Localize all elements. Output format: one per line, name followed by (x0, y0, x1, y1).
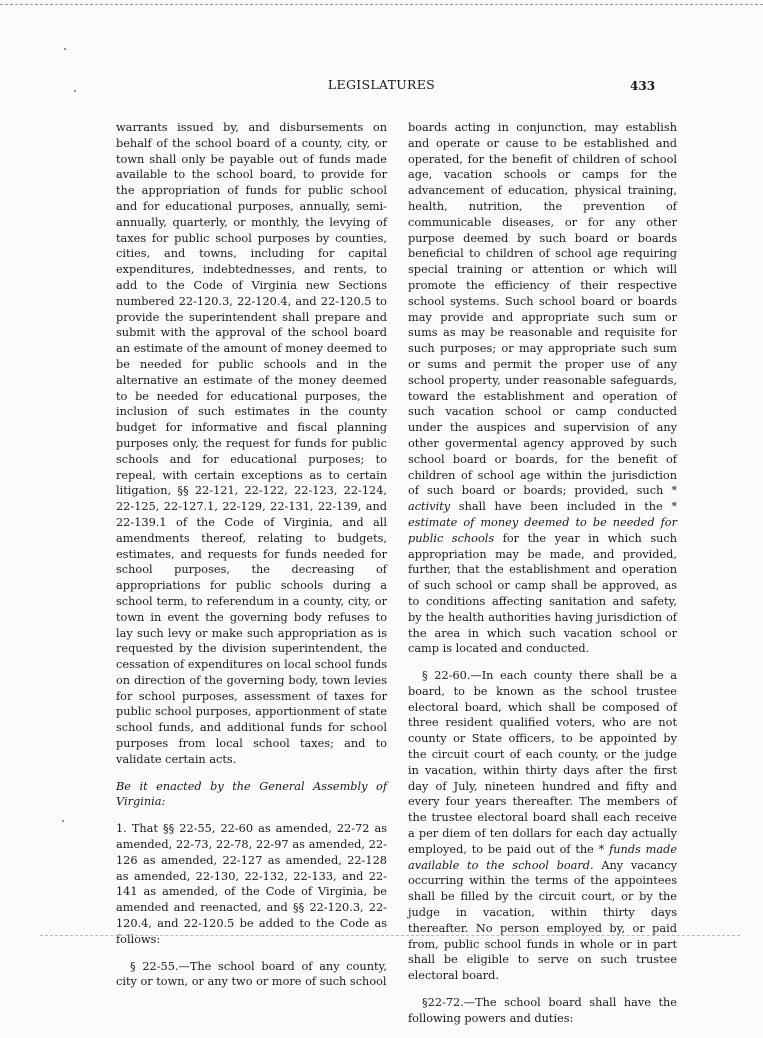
section-22-55-start: § 22-55.—The school board of any county, city or town, or any two or more of such school (116, 959, 387, 989)
title-continuation-paragraph: warrants issued by, and disbursements on behalf of the school board of a county, city, or town shall only be payable out of funds made available to the school board, to provide for the appropriation of funds for public school and for educational purposes, annually, semi-annually, quarterly, or monthly, the levying of taxes for public school purposes by counties, cities, and towns, including for capital expenditures, indebtednesses, and rents, to add to the Code of Virginia new Sections numbered 22-120.3, 22-120.4, and 22-120.5 to provide the superintendent shall prepare and submit with the approval of the school board an estimate of the amount of money deemed to be needed for public schools and in the alternative an estimate of the money deemed to be needed for educational purposes, the inclusion of such estimates in the county budget for informative and fiscal planning purposes only, the request for funds for public schools and for educational purposes; to repeal, with certain exceptions as to certain litigation, §§ 22-121, 22-122, 22-123, 22-124, 22-125, 22-127.1, 22-129, 22-131, 22-139, and 22-139.1 of the Code of Virginia, and all amendments thereof, relating to budgets, estimates, and requests for funds needed for school purposes, the decreasing of appropriations for public schools during a school term, to referendum in a county, city, or town in event the governing body refuses to lay such levy or make such appropriation as is requested by the division superintendent, the cessation of expenditures on local school funds on direction of the governing body, town levies for school purposes, assessment of taxes for public school purposes, apportionment of state school funds, and additional funds for school purposes from local school taxes; and to validate certain acts. (116, 121, 387, 766)
scan-speck (64, 48, 66, 50)
text-run: § 22-60.—In each county there shall be a board, to be known as the school trustee electoral board, which shall be composed of three resident qualified voters, who are not county or State officers, to be appointed by the circuit court of each county, or the judge in vacation, within thirty days after the first day of July, nineteen hundred and fifty and every four years thereafter. The members of the trustee electoral board shall each receive a per diem of ten dollars for each day actually employed, to be paid out of the * (408, 669, 677, 856)
page-bottom-border (40, 935, 740, 936)
scan-speck (62, 820, 64, 822)
scan-speck (74, 90, 76, 92)
running-header: LEGISLATURES (327, 77, 436, 92)
text-run: for the year in which such appropriation may be made, and provided, further, that the establishment and operation of such school or camp shall be approved, as to conditions affecting sanitation and safety, by the health authorities having jurisdiction of the area in which such vacation school or camp is located and conducted. (408, 531, 677, 656)
section-1-paragraph: 1. That §§ 22-55, 22-60 as amended, 22-72 as amended, 22-73, 22-78, 22-97 as amended, 22-126 as amended, 22-127 as amended, 22-128 as amended, 22-130, 22-132, 22-133, and 22-141 as amended, of the Code of Virginia, be amended and reenacted, and §§ 22-120.3, 22-120.4, and 22-120.5 be added to the Code as follows: (116, 822, 387, 946)
text-run: Any vacancy occurring within the terms of the appointees shall be filled by the circuit court, or by the judge in vacation, within thirty days thereafter. No person employed by, or paid from, public school funds in whole or in part shall be eligible to serve on such trustee electoral board. (408, 858, 677, 983)
enacting-clause: Be it enacted by the General Assembly of Virginia: (116, 779, 387, 809)
text-run: boards acting in conjunction, may establish and operate or cause to be established and operated, for the benefit of children of school age, vacation schools or camps for the advancement of education, physical training, health, nutrition, the prevention of communicable diseases, or for any other purpose deemed by such board or boards beneficial to children of school age requiring special training or attention or which will promote the efficiency of their respective school systems. Such school board or boards may provide and appropriate such sum or sums as may be reasonable and requisite for such purposes; or may appropriate such sum or sums and permit the proper use of any school property, under reasonable safeguards, toward the establishment and operation of such vacation school or camp conducted under the auspices and supervision of any other govermental agency approved by such school board or boards, for the benefit of children of school age within the jurisdiction of such board or boards; provided, such * (408, 121, 677, 498)
section-22-60-paragraph (408, 668, 677, 984)
emphasis-text: funds made available to the school board. (408, 842, 678, 872)
text-run: shall have been included in the * (458, 500, 677, 514)
left-column (116, 120, 387, 1001)
section-22-72-paragraph: §22-72.—The school board shall have the following powers and duties: (408, 996, 677, 1025)
right-column (408, 120, 677, 1038)
page-number: 433 (630, 79, 656, 93)
section-22-55-continuation (408, 120, 677, 657)
page-top-border (0, 4, 763, 5)
emphasis-text: activity (408, 500, 451, 514)
emphasis-text: estimate of money deemed to be needed for public schools (408, 515, 677, 545)
